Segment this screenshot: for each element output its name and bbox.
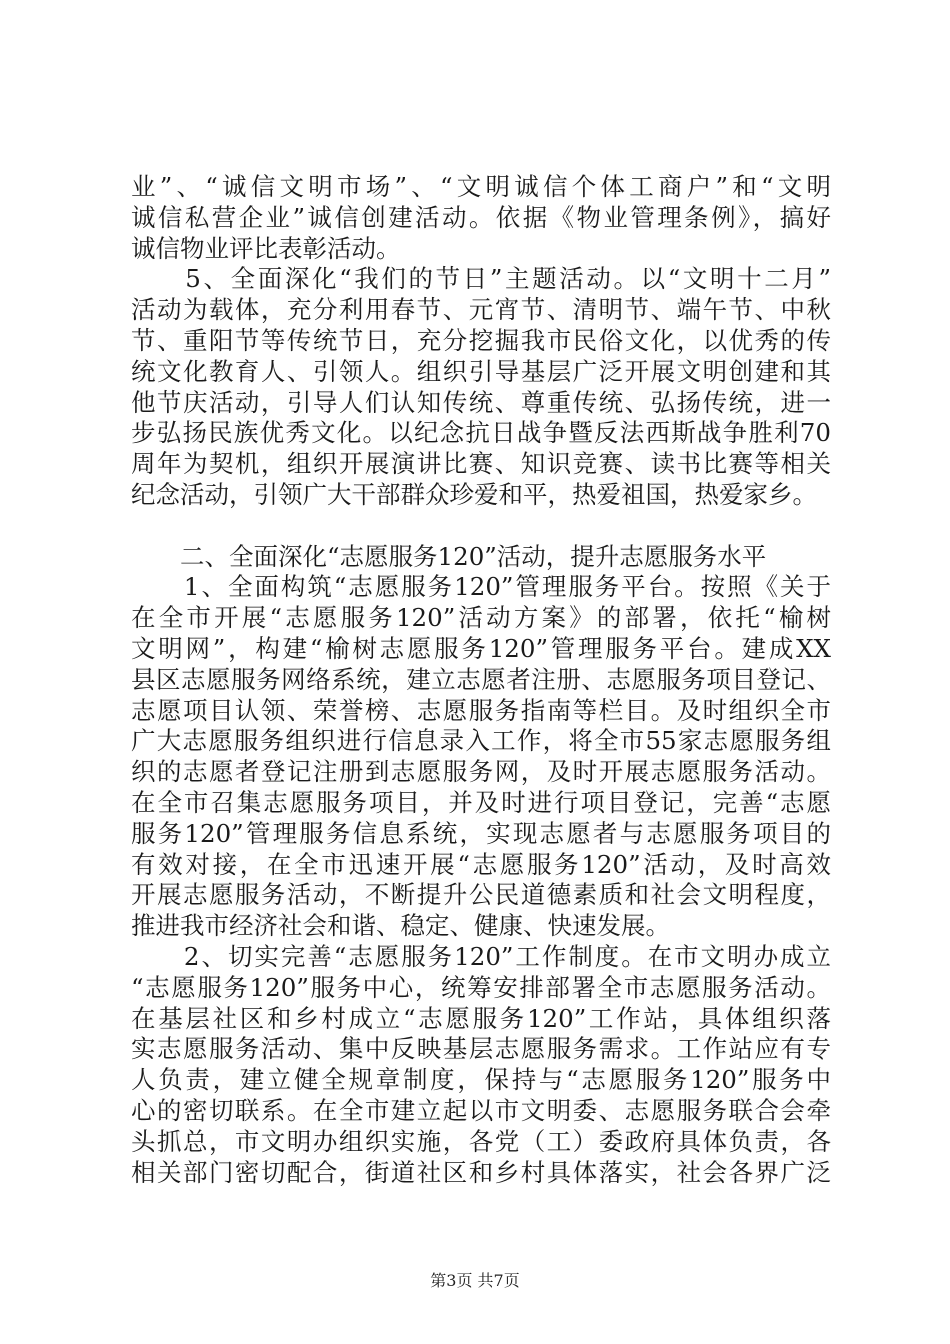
text-line: 在基层社区和乡村成立“志愿服务120”工作站，具体组织落 xyxy=(131,1003,831,1033)
text-line: 广大志愿服务组织进行信息录入工作，将全市55家志愿服务组 xyxy=(131,726,831,756)
text-line: 县区志愿服务网络系统，建立志愿者注册、志愿服务项目登记、 xyxy=(131,664,831,694)
text-line: 心的密切联系。在全市建立起以市文明委、志愿服务联合会牵 xyxy=(131,1095,831,1125)
text-line: 在全市开展“志愿服务120”活动方案》的部署，依托“榆树 xyxy=(131,603,831,633)
text-line: 相关部门密切配合，街道社区和乡村具体落实，社会各界广泛 xyxy=(131,1157,831,1187)
document-body xyxy=(131,172,831,1188)
paragraph-gap xyxy=(131,511,831,542)
text-line: 人负责，建立健全规章制度，保持与“志愿服务120”服务中 xyxy=(131,1065,831,1095)
text-line: 节、重阳节等传统节日，充分挖掘我市民俗文化，以优秀的传 xyxy=(131,325,831,355)
text-line: 纪念活动，引领广大干部群众珍爱和平，热爱祖国，热爱家乡。 xyxy=(131,479,817,509)
text-line: 服务120”管理服务信息系统，实现志愿者与志愿服务项目的 xyxy=(131,818,831,848)
text-line: 1、全面构筑“志愿服务120”管理服务平台。按照《关于 xyxy=(131,572,831,602)
text-line: 头抓总，市文明办组织实施，各党（工）委政府具体负责，各 xyxy=(131,1126,831,1156)
text-line: 诚信私营企业”诚信创建活动。依据《物业管理条例》，搞好 xyxy=(131,202,831,232)
text-line: 统文化教育人、引领人。组织引导基层广泛开展文明创建和其 xyxy=(131,356,831,386)
text-line: 织的志愿者登记注册到志愿服务网，及时开展志愿服务活动。 xyxy=(131,757,831,787)
text-line: 推进我市经济社会和谐、稳定、健康、快速发展。 xyxy=(131,911,670,941)
text-line: 开展志愿服务活动，不断提升公民道德素质和社会文明程度， xyxy=(131,880,831,910)
text-line: “志愿服务120”服务中心，统筹安排部署全市志愿服务活动。 xyxy=(131,972,831,1002)
text-line: 2、切实完善“志愿服务120”工作制度。在市文明办成立 xyxy=(131,941,831,971)
text-line: 业”、“诚信文明市场”、“文明诚信个体工商户”和“文明 xyxy=(131,172,831,201)
section-heading: 二、全面深化“志愿服务120”活动，提升志愿服务水平 xyxy=(131,541,767,571)
text-line: 文明网”，构建“榆树志愿服务120”管理服务平台。建成XX xyxy=(131,633,831,663)
text-line: 志愿项目认领、荣誉榜、志愿服务指南等栏目。及时组织全市 xyxy=(131,695,831,725)
text-line: 步弘扬民族优秀文化。以纪念抗日战争暨反法西斯战争胜利70 xyxy=(131,418,831,448)
text-line: 活动为载体，充分利用春节、元宵节、清明节、端午节、中秋 xyxy=(131,295,831,325)
page-footer: 第3页 共7页 xyxy=(430,1271,520,1290)
text-line: 在全市召集志愿服务项目，并及时进行项目登记，完善“志愿 xyxy=(131,787,831,817)
text-line: 5、全面深化“我们的节日”主题活动。以“文明十二月” xyxy=(131,264,831,294)
text-line: 周年为契机，组织开展演讲比赛、知识竞赛、读书比赛等相关 xyxy=(131,449,831,479)
text-line: 他节庆活动，引导人们认知传统、尊重传统、弘扬传统，进一 xyxy=(131,387,831,417)
text-line: 诚信物业评比表彰活动。 xyxy=(131,233,401,263)
text-line: 实志愿服务活动、集中反映基层志愿服务需求。工作站应有专 xyxy=(131,1034,831,1064)
text-line: 有效对接，在全市迅速开展“志愿服务120”活动，及时高效 xyxy=(131,849,831,879)
